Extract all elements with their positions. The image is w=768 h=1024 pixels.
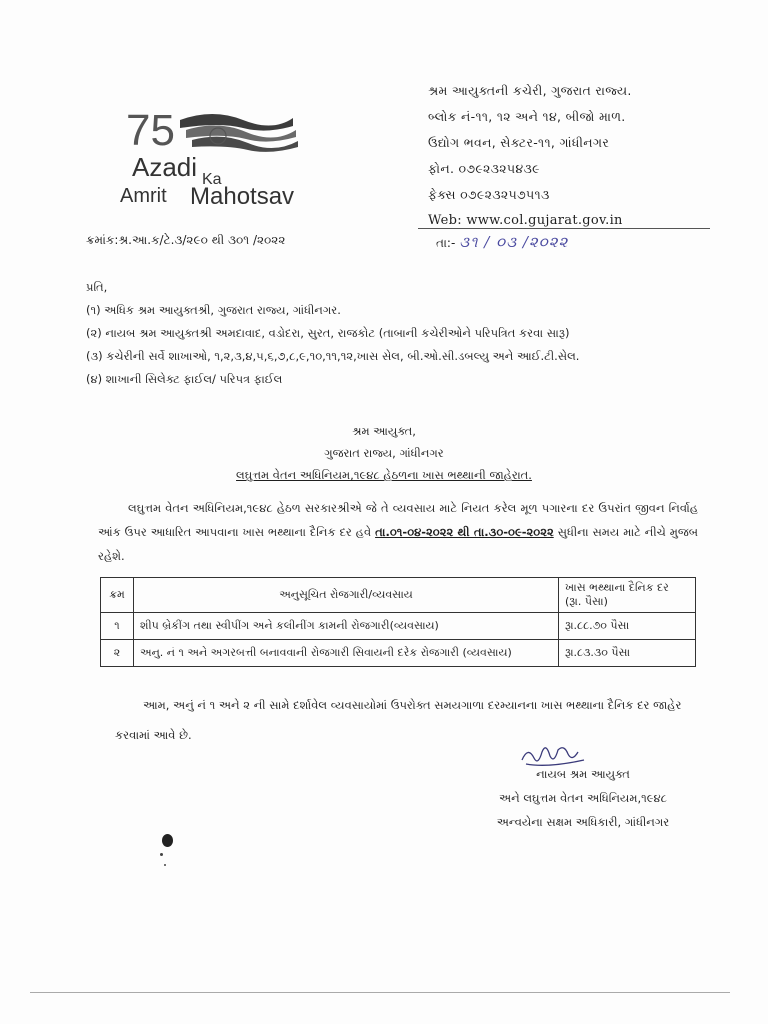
logo-azadi: Azadi — [132, 152, 198, 182]
office-address — [428, 78, 728, 234]
body-period: તા.૦૧-૦૪-૨૦૨૨ થી તા.૩૦-૦૯-૨૦૨૨ — [375, 525, 554, 539]
office-website: Web: www.col.gujarat.gov.in — [428, 213, 623, 228]
row-rate: રૂા.૮૮.૭૦ પૈસા — [559, 613, 696, 640]
ink-speck — [164, 864, 166, 866]
azadi-ka-amrit-mahotsav-logo — [118, 100, 338, 215]
body-paragraph — [98, 496, 698, 568]
special-allowance-table — [100, 577, 696, 667]
logo-ka: Ka — [202, 171, 222, 188]
recipients-heading: પ્રતિ, — [86, 280, 108, 294]
row-occupation: અનુ. નં ૧ અને અગરબત્તી બનાવવાની રોજગારી સિવાયની દરેક રોજગારી (વ્યવસાય) — [134, 640, 559, 667]
header-divider — [418, 228, 710, 229]
row-occupation: શીપ બ્રેકીંગ તથા સ્વીપીંગ અને કલીનીંગ કામની રોજગારી(વ્યવસાય) — [134, 613, 559, 640]
signatory-authority: અન્વયેના સક્ષમ અધિકારી, ગાંધીનગર — [496, 815, 670, 829]
row-rate: રૂા.૮૩.૩૦ પૈસા — [559, 640, 696, 667]
recipient-item: (૪) શાખાની સિલેક્ટ ફાઈલ/ પરિપત્ર ફાઈલ — [86, 372, 283, 386]
header-rate — [559, 578, 696, 613]
table-row — [101, 640, 696, 667]
row-sr: ૧ — [101, 613, 134, 640]
title-subject: લઘુત્તમ વેતન અધિનિયમ,૧૯૪૮ હેઠળના ખાસ ભથ્થાની જાહેરાત. — [236, 468, 532, 482]
date-label: તા:- — [436, 236, 456, 250]
header-sr: ક્રમ — [101, 578, 134, 613]
body-text-b: સુધીના સમય માટે નીચે મુજબ રહેશે. — [98, 525, 699, 563]
logo-mahotsav: Mahotsav — [190, 183, 295, 210]
title-authority: શ્રમ આયુક્ત, — [352, 424, 416, 438]
recipients-list — [86, 276, 579, 391]
signatory-block — [463, 762, 703, 834]
title-location: ગુજરાત રાજ્ય, ગાંધીનગર — [324, 446, 444, 460]
signatory-act: અને લઘુત્તમ વેતન અધિનિયમ,૧૯૪૮ — [498, 791, 668, 805]
office-building: ઉદ્યોગ ભવન, સેક્ટર-૧૧, ગાંધીનગર — [428, 135, 610, 150]
ink-blot — [162, 834, 173, 847]
recipient-item: (૧) અધિક શ્રમ આયુક્તશ્રી, ગુજરાત રાજ્ય, ગાંધીનગર. — [86, 303, 341, 317]
office-phone: ફોન. ૦૭૯૨૩૨૫૪૩૯ — [428, 161, 540, 176]
reference-number: ક્રમાંક:શ્ર.આ.ક/ટે.૩/૨૯૦ થી ૩૦૧ /૨૦૨૨ — [86, 233, 286, 247]
logo-number: 75 — [126, 106, 175, 155]
recipient-item: (૨) નાયબ શ્રમ આયુક્તશ્રી અમદાવાદ, વડોદરા, સુરત, રાજકોટ (તાબાની કચેરીઓને પરિપત્રિત કરવા સારૂ) — [86, 326, 570, 340]
closing-paragraph — [115, 690, 700, 750]
scan-edge-line — [30, 992, 730, 993]
signatory-designation: નાયબ શ્રમ આયુક્ત — [536, 767, 630, 781]
header-rate-line2: (રૂા. પૈસા) — [565, 595, 608, 608]
office-block: બ્લોક નં-૧૧, ૧૨ અને ૧૪, બીજો માળ. — [428, 109, 626, 124]
reference-date — [436, 233, 568, 251]
row-sr: ૨ — [101, 640, 134, 667]
header-occupation: અનુસૂચિત રોજગારી/વ્યવસાય — [134, 578, 559, 613]
body-text-a: લઘુત્તમ વેતન અધિનિયમ,૧૯૪૮ હેઠળ સરકારશ્રીએ જે તે વ્યવસાય માટે નિયત કરેલ મૂળ પગારના દર ઉપરાંત જીવન નિર્વાહ આંક ઉપર આધારિત આપવાના ખાસ ભથ્થાના દૈનિક દર હવે — [98, 501, 698, 539]
recipient-item: (૩) કચેરીની સર્વે શાખાઓ, ૧,૨,૩,૪,૫,૬,૭,૮,૯,૧૦,૧૧,૧૨,ખાસ સેલ, બી.ઓ.સી.ડબલ્યુ અને આઈ.ટી.સેલ. — [86, 349, 580, 363]
table-header-row — [101, 578, 696, 613]
ink-speck — [160, 853, 163, 856]
office-fax: ફેક્સ ૦૭૯૨૩૨૫૭૫૧૩ — [428, 187, 550, 202]
logo-amrit: Amrit — [120, 185, 167, 207]
notice-title — [0, 420, 768, 486]
date-value: ૩૧ / ૦૩ /૨૦૨૨ — [459, 233, 569, 251]
header-rate-line1: ખાસ ભથ્થાના દૈનિક દર — [565, 581, 669, 594]
table-row — [101, 613, 696, 640]
closing-text: આમ, અનું નં ૧ અને ૨ ની સામે દર્શાવેલ વ્યવસાયોમાં ઉપરોક્ત સમયગાળા દરમ્યાનના ખાસ ભથ્થાના દૈનિક દર જાહેર કરવામાં આવે છે. — [115, 698, 682, 742]
office-name: શ્રમ આયુક્તની કચેરી, ગુજરાત રાજ્ય. — [428, 83, 632, 98]
